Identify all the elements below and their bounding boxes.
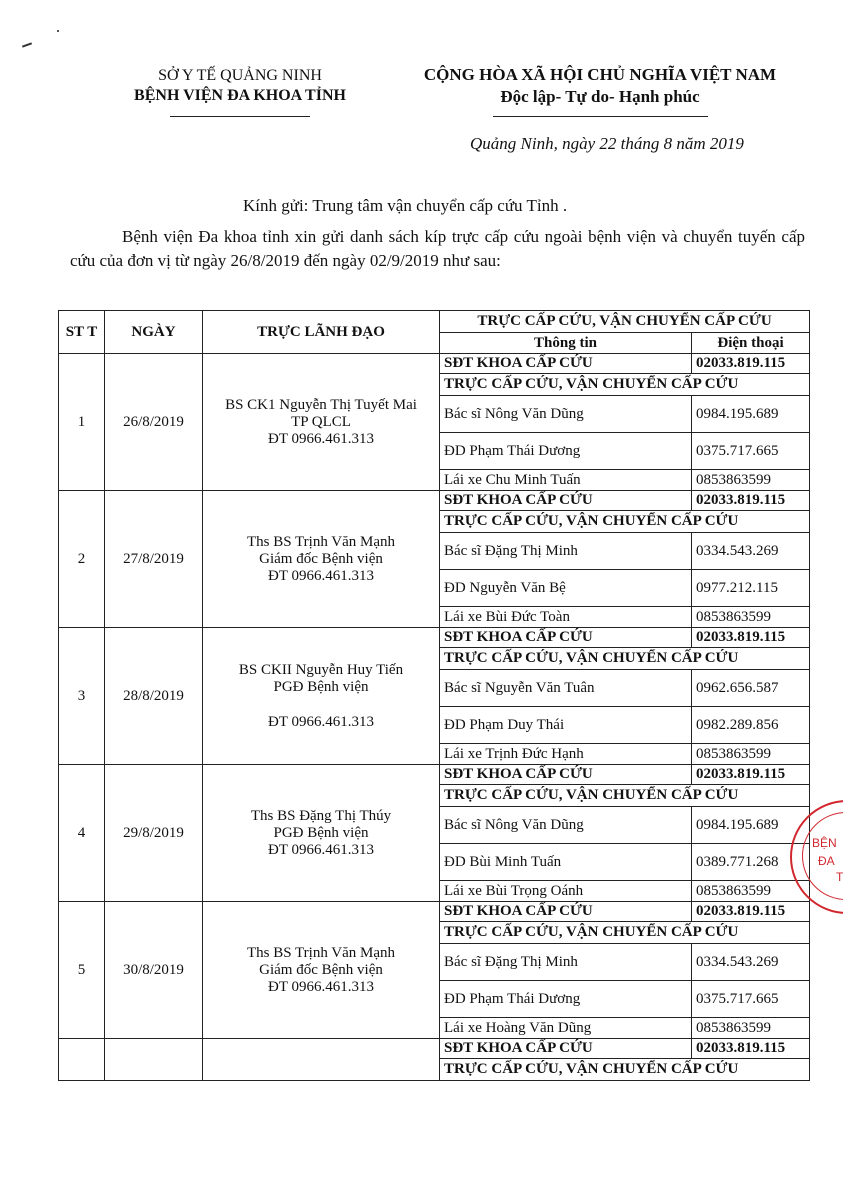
duty-subheader: TRỰC CẤP CỨU, VẬN CHUYỂN CẤP CỨU — [440, 785, 810, 807]
scan-mark — [22, 42, 32, 47]
issuer-block — [90, 66, 390, 117]
row-date: 26/8/2019 — [105, 354, 203, 491]
hotline-label: SĐT KHOA CẤP CỨU — [440, 491, 692, 511]
motto-underline — [493, 116, 708, 117]
seal-text-2: ĐA — [818, 854, 835, 868]
row-date: 30/8/2019 — [105, 902, 203, 1039]
row-stt: 5 — [59, 902, 105, 1039]
driver-phone: 0853863599 — [692, 607, 810, 628]
duty-subheader: TRỰC CẤP CỨU, VẬN CHUYỂN CẤP CỨU — [440, 1059, 810, 1081]
duty-roster-table — [58, 310, 810, 1081]
seal-text-1: BỆN — [812, 836, 837, 850]
nurse-phone: 0375.717.665 — [692, 981, 810, 1018]
seal-text-3: T — [836, 870, 843, 884]
leader-line-1: Ths BS Trịnh Văn Mạnh — [246, 944, 396, 961]
doctor-name: Bác sĩ Nguyễn Văn Tuân — [440, 670, 692, 707]
row-leader-empty — [203, 1039, 440, 1081]
duty-subheader: TRỰC CẤP CỨU, VẬN CHUYỂN CẤP CỨU — [440, 374, 810, 396]
hotline-number: 02033.819.115 — [692, 765, 810, 785]
hotline-number: 02033.819.115 — [692, 1039, 810, 1059]
nurse-name: ĐD Phạm Thái Dương — [440, 981, 692, 1018]
doctor-phone: 0334.543.269 — [692, 533, 810, 570]
issuer-department: SỞ Y TẾ QUẢNG NINH — [158, 67, 322, 84]
driver-name: Lái xe Chu Minh Tuấn — [440, 470, 692, 491]
duty-subheader: TRỰC CẤP CỨU, VẬN CHUYỂN CẤP CỨU — [440, 511, 810, 533]
hotline-number: 02033.819.115 — [692, 628, 810, 648]
leader-line-1: Ths BS Đặng Thị Thúy — [250, 807, 392, 824]
doctor-name: Bác sĩ Đặng Thị Minh — [440, 533, 692, 570]
row-leader — [203, 354, 440, 491]
leader-line-3: ĐT 0966.461.313 — [268, 713, 374, 730]
nurse-phone: 0982.289.856 — [692, 707, 810, 744]
table-row — [59, 902, 810, 922]
leader-line-2: PGĐ Bệnh viện — [273, 824, 369, 841]
nurse-name: ĐD Nguyễn Văn Bệ — [440, 570, 692, 607]
col-header-date: NGÀY — [105, 311, 203, 354]
place-date: Quảng Ninh, ngày 22 tháng 8 năm 2019 — [470, 134, 744, 153]
row-date: 29/8/2019 — [105, 765, 203, 902]
nurse-phone: 0375.717.665 — [692, 433, 810, 470]
recipient-line: Kính gửi: Trung tâm vận chuyển cấp cứu Tỉnh . — [243, 196, 568, 215]
hotline-label: SĐT KHOA CẤP CỨU — [440, 354, 692, 374]
row-date: 28/8/2019 — [105, 628, 203, 765]
nurse-name: ĐD Phạm Duy Thái — [440, 707, 692, 744]
driver-name: Lái xe Trịnh Đức Hạnh — [440, 744, 692, 765]
table-row — [59, 628, 810, 648]
national-motto: Độc lập- Tự do- Hạnh phúc — [500, 87, 700, 106]
leader-line-2: TP QLCL — [291, 413, 351, 430]
table-row — [59, 354, 810, 374]
nurse-phone: 0977.212.115 — [692, 570, 810, 607]
hotline-label: SĐT KHOA CẤP CỨU — [440, 902, 692, 922]
duty-subheader: TRỰC CẤP CỨU, VẬN CHUYỂN CẤP CỨU — [440, 648, 810, 670]
row-date-empty — [105, 1039, 203, 1081]
col-header-phone: Điện thoại — [692, 333, 810, 354]
doctor-phone: 0962.656.587 — [692, 670, 810, 707]
table-row — [59, 491, 810, 511]
hotline-label: SĐT KHOA CẤP CỨU — [440, 765, 692, 785]
col-header-emergency-group: TRỰC CẤP CỨU, VẬN CHUYỂN CẤP CỨU — [440, 311, 810, 333]
doctor-name: Bác sĩ Nông Văn Dũng — [440, 807, 692, 844]
driver-phone: 0853863599 — [692, 470, 810, 491]
row-stt-empty — [59, 1039, 105, 1081]
driver-phone: 0853863599 — [692, 881, 810, 902]
row-stt: 2 — [59, 491, 105, 628]
issuer-hospital: BỆNH VIỆN ĐA KHOA TỈNH — [134, 87, 346, 104]
col-header-leader: TRỰC LÃNH ĐẠO — [203, 311, 440, 354]
leader-line-3: ĐT 0966.461.313 — [268, 978, 374, 995]
nurse-name: ĐD Phạm Thái Dương — [440, 433, 692, 470]
leader-line-3: ĐT 0966.461.313 — [268, 430, 374, 447]
leader-line-3: ĐT 0966.461.313 — [268, 841, 374, 858]
doctor-name: Bác sĩ Đặng Thị Minh — [440, 944, 692, 981]
intro-paragraph: Bệnh viện Đa khoa tỉnh xin gửi danh sách kíp trực cấp cứu ngoài bệnh viện và chuyển tuyến cấp cứu của đơn vị từ ngày 26/8/2019 đến ngày 02/9/2019 như sau: — [70, 227, 805, 270]
leader-line-1: BS CK1 Nguyễn Thị Tuyết Mai — [225, 396, 417, 413]
driver-name: Lái xe Bùi Trọng Oánh — [440, 881, 692, 902]
table-row — [59, 765, 810, 785]
row-date: 27/8/2019 — [105, 491, 203, 628]
driver-phone: 0853863599 — [692, 744, 810, 765]
hotline-number: 02033.819.115 — [692, 902, 810, 922]
driver-phone: 0853863599 — [692, 1018, 810, 1039]
leader-line-3: ĐT 0966.461.313 — [268, 567, 374, 584]
leader-line-2: Giám đốc Bệnh viện — [259, 550, 383, 567]
driver-name: Lái xe Hoàng Văn Dũng — [440, 1018, 692, 1039]
nurse-name: ĐD Bùi Minh Tuấn — [440, 844, 692, 881]
scan-speck — [57, 30, 59, 32]
doctor-phone: 0984.195.689 — [692, 396, 810, 433]
duty-subheader: TRỰC CẤP CỨU, VẬN CHUYỂN CẤP CỨU — [440, 922, 810, 944]
row-stt: 3 — [59, 628, 105, 765]
national-motto-block — [380, 64, 820, 117]
leader-line-2: Giám đốc Bệnh viện — [259, 961, 383, 978]
hotline-number: 02033.819.115 — [692, 491, 810, 511]
hotline-label: SĐT KHOA CẤP CỨU — [440, 1039, 692, 1059]
row-leader — [203, 491, 440, 628]
col-header-stt: ST T — [59, 311, 105, 354]
row-leader — [203, 902, 440, 1039]
hotline-number: 02033.819.115 — [692, 354, 810, 374]
doctor-phone: 0334.543.269 — [692, 944, 810, 981]
issuer-underline — [170, 116, 310, 117]
leader-line-2: PGĐ Bệnh viện — [273, 678, 369, 695]
national-name: CỘNG HÒA XÃ HỘI CHỦ NGHĨA VIỆT NAM — [423, 65, 777, 84]
leader-line-1: Ths BS Trịnh Văn Mạnh — [246, 533, 396, 550]
doctor-name: Bác sĩ Nông Văn Dũng — [440, 396, 692, 433]
driver-name: Lái xe Bùi Đức Toàn — [440, 607, 692, 628]
nurse-phone: 0389.771.268 — [692, 844, 810, 881]
hotline-label: SĐT KHOA CẤP CỨU — [440, 628, 692, 648]
row-leader — [203, 765, 440, 902]
row-stt: 4 — [59, 765, 105, 902]
table-row — [59, 1039, 810, 1059]
doctor-phone: 0984.195.689 — [692, 807, 810, 844]
leader-line-1: BS CKII Nguyễn Huy Tiến — [238, 661, 404, 678]
col-header-info: Thông tin — [440, 333, 692, 354]
row-leader — [203, 628, 440, 765]
row-stt: 1 — [59, 354, 105, 491]
